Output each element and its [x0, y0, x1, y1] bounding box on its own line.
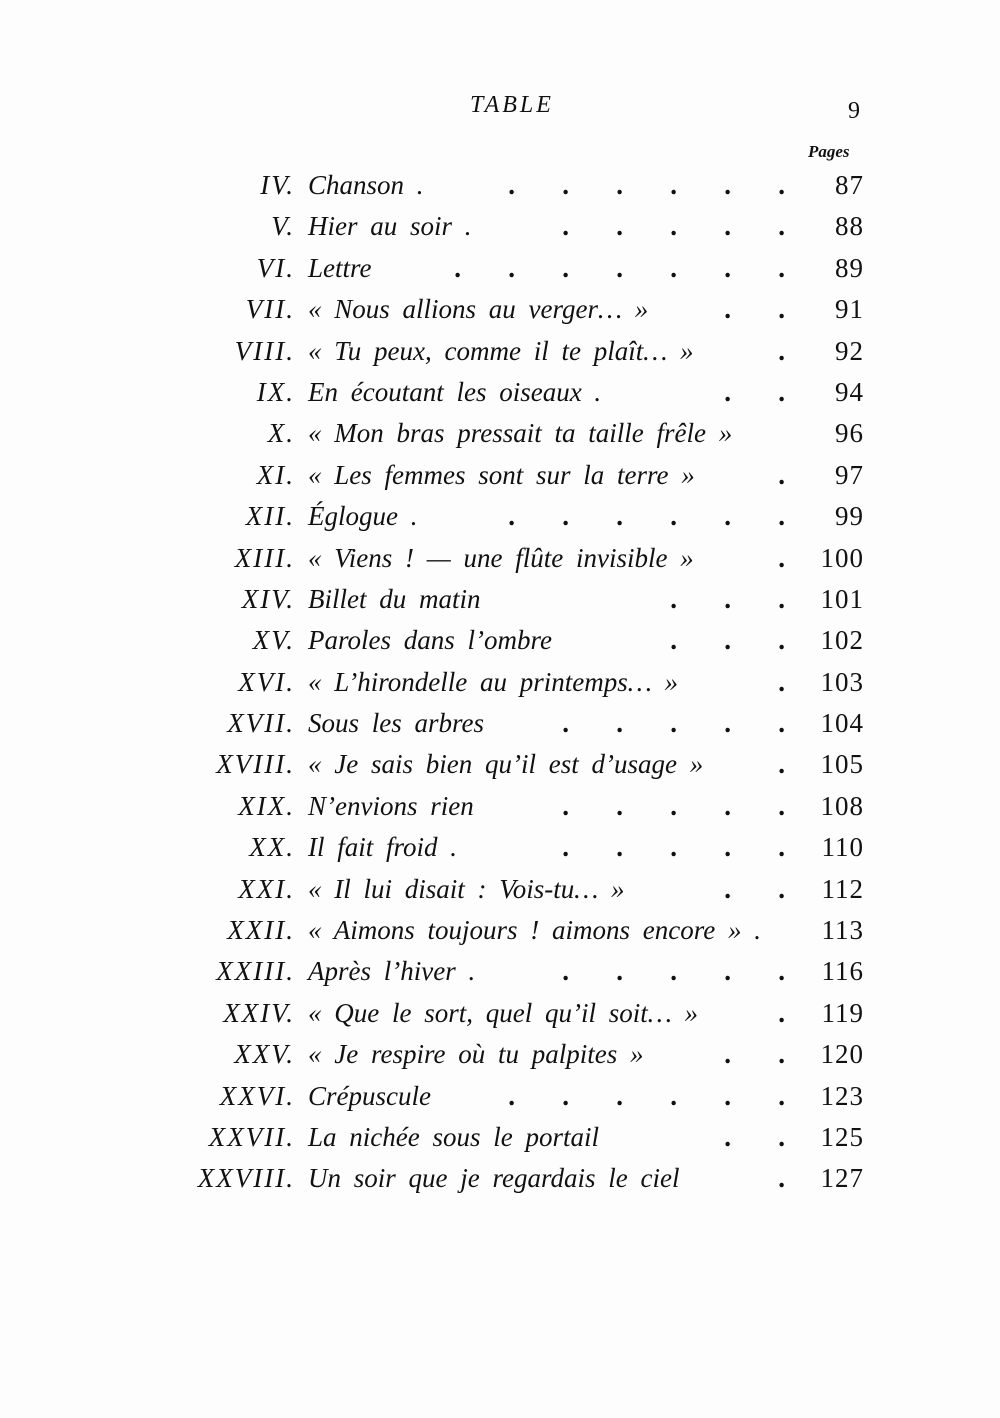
entry-title: Après l’hiver .: [308, 956, 476, 987]
entry-dot-leader: .: [778, 666, 785, 697]
toc-entry: [0, 414, 1000, 455]
entry-title: « Mon bras pressait ta taille frêle »: [308, 418, 733, 449]
entry-dot-leader: . .: [724, 1121, 785, 1152]
entry-page-number: 88: [835, 211, 864, 242]
toc-entry: [0, 207, 1000, 248]
entry-page-number: 102: [820, 625, 864, 656]
entry-dot-leader: . . . . . .: [508, 1080, 785, 1111]
entry-title: La nichée sous le portail: [308, 1121, 599, 1152]
entry-page-number: 94: [835, 376, 864, 407]
entry-dot-leader: . . . . .: [562, 708, 785, 739]
entry-dot-leader: . . . . . . .: [454, 252, 785, 283]
entry-dot-leader: . . . . .: [562, 956, 785, 987]
entry-title: Hier au soir .: [308, 211, 472, 242]
entry-numeral: XXIV.: [223, 997, 295, 1028]
toc-entry: [0, 1077, 1000, 1118]
toc-entry: [0, 911, 1000, 952]
entry-page-number: 97: [835, 459, 864, 490]
entry-page-number: 113: [821, 915, 864, 946]
entry-title: « Aimons toujours ! aimons encore » .: [308, 915, 761, 946]
toc-entry: [0, 663, 1000, 704]
entry-page-number: 119: [821, 997, 864, 1028]
entry-dot-leader: .: [778, 542, 785, 573]
entry-page-number: 92: [835, 335, 864, 366]
toc-entry: [0, 249, 1000, 290]
toc-entry: [0, 456, 1000, 497]
entry-title: Chanson .: [308, 170, 424, 200]
entry-title: « Nous allions au verger… »: [308, 294, 649, 325]
entry-dot-leader: .: [778, 335, 785, 366]
entry-dot-leader: . .: [724, 1039, 785, 1070]
entry-page-number: 116: [821, 956, 864, 987]
entry-numeral: XX.: [249, 832, 295, 863]
entry-numeral: XXI.: [238, 873, 295, 904]
toc-entry: [0, 166, 1000, 207]
toc-entry: [0, 290, 1000, 331]
entry-title: « Tu peux, comme il te plaît… »: [308, 335, 694, 366]
entry-numeral: XV.: [252, 625, 295, 656]
entry-numeral: XXV.: [234, 1039, 295, 1070]
entry-page-number: 104: [820, 708, 864, 739]
toc-entry: [0, 745, 1000, 786]
toc-entry: [0, 539, 1000, 580]
entry-page-number: 96: [835, 418, 864, 449]
entry-page-number: 99: [835, 501, 864, 532]
toc-entry: [0, 580, 1000, 621]
entry-dot-leader: . . . . . .: [508, 170, 785, 200]
toc-entry: [0, 828, 1000, 869]
toc-entry: [0, 332, 1000, 373]
entry-dot-leader: .: [778, 1163, 785, 1194]
entry-title: Billet du matin: [308, 583, 481, 614]
entry-dot-leader: . .: [724, 294, 785, 325]
entry-dot-leader: . .: [724, 873, 785, 904]
entry-title: « Je respire où tu palpites »: [308, 1039, 644, 1070]
entry-numeral: XI.: [256, 459, 295, 490]
entry-page-number: 123: [820, 1080, 864, 1111]
entry-title: « Viens ! — une flûte invisible »: [308, 542, 694, 573]
toc-entry: [0, 952, 1000, 993]
entry-numeral: XVII.: [227, 708, 295, 739]
entry-numeral: XIV.: [241, 583, 295, 614]
entry-title: « Je sais bien qu’il est d’usage »: [308, 749, 704, 780]
toc-entry: [0, 704, 1000, 745]
entry-page-number: 100: [820, 542, 864, 573]
toc-entry: [0, 1159, 1000, 1200]
entry-numeral: XVIII.: [216, 749, 295, 780]
entry-dot-leader: . . . . . .: [508, 501, 785, 532]
entry-numeral: XXII.: [227, 915, 295, 946]
entry-page-number: 110: [821, 832, 864, 863]
entry-numeral: XXVI.: [219, 1080, 295, 1111]
entry-dot-leader: .: [778, 997, 785, 1028]
entry-title: « Les femmes sont sur la terre »: [308, 459, 695, 490]
entry-page-number: 127: [820, 1163, 864, 1194]
entry-page-number: 120: [820, 1039, 864, 1070]
entry-dot-leader: .: [778, 459, 785, 490]
entry-page-number: 101: [820, 583, 864, 614]
running-title: TABLE: [470, 92, 554, 118]
running-head: [0, 92, 1000, 132]
toc-entry: [0, 1035, 1000, 1076]
toc-entry: [0, 994, 1000, 1035]
toc-entry: [0, 1118, 1000, 1159]
entry-page-number: 89: [835, 252, 864, 283]
pages-column-label: Pages: [808, 142, 850, 161]
entry-title: Sous les arbres: [308, 708, 485, 739]
entry-dot-leader: . . .: [670, 583, 785, 614]
entry-title: Il fait froid .: [308, 832, 458, 863]
entry-dot-leader: .: [778, 749, 785, 780]
entry-numeral: VIII.: [234, 335, 295, 366]
entry-dot-leader: . . .: [670, 625, 785, 656]
toc-entry: [0, 870, 1000, 911]
entry-page-number: 108: [820, 790, 864, 821]
page-folio: 9: [848, 98, 860, 124]
entry-page-number: 125: [820, 1121, 864, 1152]
table-of-contents: [0, 166, 1000, 1201]
entry-numeral: VII.: [245, 294, 295, 325]
entry-numeral: X.: [267, 418, 295, 449]
entry-title: En écoutant les oiseaux .: [308, 376, 602, 407]
entry-numeral: XXVII.: [208, 1121, 295, 1152]
entry-title: N’envions rien: [308, 790, 474, 821]
entry-dot-leader: . . . . .: [562, 790, 785, 821]
toc-entry: [0, 373, 1000, 414]
entry-numeral: IV.: [260, 170, 295, 200]
entry-page-number: 112: [821, 873, 864, 904]
entry-numeral: IX.: [256, 376, 295, 407]
entry-numeral: XVI.: [238, 666, 295, 697]
entry-numeral: XXIII.: [216, 956, 295, 987]
entry-numeral: XII.: [245, 501, 295, 532]
entry-numeral: XXVIII.: [197, 1163, 295, 1194]
entry-dot-leader: . . . . .: [562, 211, 785, 242]
entry-page-number: 91: [835, 294, 864, 325]
toc-entry: [0, 787, 1000, 828]
entry-title: Crépuscule: [308, 1080, 431, 1111]
entry-title: Paroles dans l’ombre: [308, 625, 552, 656]
entry-dot-leader: . . . . .: [562, 832, 785, 863]
entry-page-number: 105: [820, 749, 864, 780]
entry-dot-leader: . .: [724, 376, 785, 407]
entry-numeral: V.: [271, 211, 295, 242]
entry-title: Églogue .: [308, 501, 418, 532]
entry-numeral: VI.: [256, 252, 295, 283]
entry-title: « Il lui disait : Vois-tu… »: [308, 873, 625, 904]
entry-page-number: 103: [820, 666, 864, 697]
toc-entry: [0, 621, 1000, 662]
entry-title: « Que le sort, quel qu’il soit… »: [308, 997, 698, 1028]
entry-title: Un soir que je regardais le ciel: [308, 1163, 680, 1194]
entry-numeral: XIII.: [234, 542, 295, 573]
entry-title: « L’hirondelle au printemps… »: [308, 666, 678, 697]
entry-page-number: 87: [835, 170, 864, 200]
entry-title: Lettre: [308, 252, 372, 283]
entry-numeral: XIX.: [238, 790, 295, 821]
toc-entry: [0, 497, 1000, 538]
